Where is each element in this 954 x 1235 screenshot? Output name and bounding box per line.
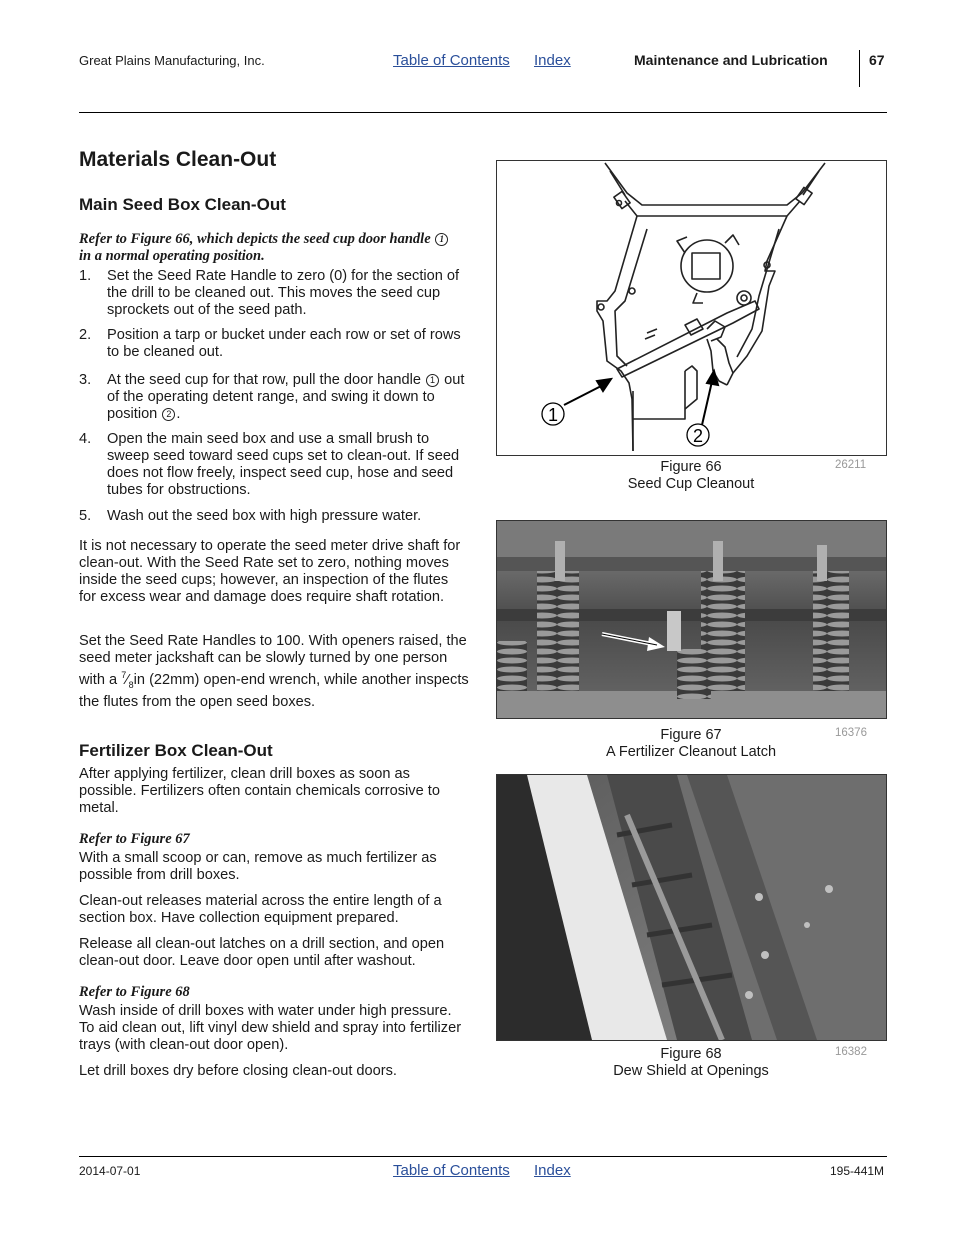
seed-para-1: It is not necessary to operate the seed meter drive shaft for clean-out. With the Seed Rate set to zero, nothing moves inside the seed cups; however, an inspection of the flutes for excess wear and damage does require shaft rotation. [79, 538, 461, 605]
seed-ref-b: in a normal operating position [79, 248, 262, 264]
seed-para-2a: Set the Seed Rate Handles to 100. With openers raised, the seed meter jackshaft can be slowly turned by one person with a [79, 633, 467, 688]
footer-date: 2014-07-01 [79, 1164, 141, 1178]
page-title: Materials Clean-Out [79, 148, 277, 171]
figure-67-label: Figure 67 [660, 727, 722, 743]
fraction-denominator: 8 [128, 679, 134, 690]
callout-1: 1 [435, 233, 448, 246]
figure-66-callout-1: 1 [547, 405, 559, 425]
callout-2: 2 [162, 408, 175, 421]
list-item [79, 508, 469, 525]
step-number: 5. [79, 508, 92, 524]
fert-para-6: Let drill boxes dry before closing clean-out doors. [79, 1063, 397, 1079]
list-item: 3. At the seed cup for that row, pull the door handle 1 out of the operating detent range, and swing it down to position 2 . [79, 372, 465, 422]
figure-67-caption [496, 727, 886, 761]
fert-para-5: Wash inside of drill boxes with water under high pressure. To aid clean out, lift vinyl dew shield and spray into fertilizer trays (with clean-out door open). [79, 1003, 462, 1053]
fertilizer-latch-photo [497, 521, 886, 718]
dew-shield-photo [497, 775, 886, 1040]
fert-para-2: With a small scoop or can, remove as much fertilizer as possible from drill boxes. [79, 850, 437, 883]
footer-doc-number: 195-441M [830, 1164, 885, 1178]
list-item [79, 431, 469, 499]
step-number: 1. [79, 268, 92, 284]
fert-ref-68: Refer to Figure 68 [79, 984, 190, 1000]
fert-para-3: Clean-out releases material across the entire length of a section box. Have collection equipment prepared. [79, 893, 442, 926]
fert-para-1: After applying fertilizer, clean drill boxes as soon as possible. Fertilizers often contain chemicals corrosive to metal. [79, 766, 440, 816]
callout-1: 1 [426, 374, 439, 387]
seed-ref: Refer to Figure 66, which depicts the seed cup door handle 1 in a normal operating position. [79, 231, 469, 265]
footer-rule [79, 1156, 887, 1157]
seed-ref-a: Refer to Figure 66, which depicts the seed cup door handle [79, 231, 431, 247]
step-number: 3. [79, 372, 92, 388]
figure-67-title: A Fertilizer Cleanout Latch [605, 744, 777, 760]
seed-steps [79, 268, 469, 525]
figure-66-label: Figure 66 [660, 459, 722, 475]
figure-68-caption [496, 1046, 886, 1080]
figure-68-image [496, 774, 887, 1041]
figure-66-caption [496, 459, 886, 493]
list-item [79, 327, 469, 361]
figure-68-label: Figure 68 [660, 1046, 722, 1062]
seed-para-2b: in (22mm) open-end wrench, while another inspects the flutes from the open seed boxes. [79, 671, 469, 710]
step-text: Position a tarp or bucket under each row or set of rows to be cleaned out. [107, 327, 461, 360]
seed-para-2: Set the Seed Rate Handles to 100. With openers raised, the seed meter jackshaft can be slowly turned by one person with a $^7⁄_8in$ (22mm) open-end wrench, while another inspects the flutes from the open seed boxes. [79, 633, 469, 710]
step-text: Wash out the seed box with high pressure water. [107, 508, 422, 524]
figure-66-callout-2: 2 [692, 426, 704, 446]
fraction-numerator: 7 [121, 670, 127, 680]
header-rule [79, 112, 887, 113]
header-divider [859, 50, 860, 87]
step-text: At the seed cup for that row, pull the door handle [107, 372, 421, 388]
page-number: 67 [869, 52, 885, 68]
fert-para-4: Release all clean-out latches on a drill section, and open clean-out door. Leave door open until after washout. [79, 936, 445, 969]
footer-toc-link[interactable]: Table of Contents [393, 1162, 510, 1179]
figure-68-title: Dew Shield at Openings [613, 1063, 769, 1079]
figure-66-title: Seed Cup Cleanout [627, 476, 755, 492]
seed-cup-drawing [497, 161, 886, 455]
step-number: 2. [79, 327, 92, 343]
figure-67-number: 16376 [835, 727, 867, 739]
figure-66-image [496, 160, 887, 456]
seed-heading: Main Seed Box Clean-Out [79, 195, 286, 214]
step-text: out of the operating detent range, and swing it down to position [107, 372, 465, 422]
step-text: Open the main seed box and use a small brush to sweep seed toward seed cups set to clean-out. If seed does not flow freely, inspect seed cup, hose and seed tubes for obstructions. [107, 431, 460, 498]
fert-ref-67: Refer to Figure 67 [79, 831, 190, 847]
fert-section [79, 741, 469, 761]
step-text: Set the Seed Rate Handle to zero (0) for the section of the drill to be cleaned out. This moves the seed cup sprockets out of the seed path. [107, 268, 460, 318]
fert-heading: Fertilizer Box Clean-Out [79, 741, 273, 760]
section-title: Maintenance and Lubrication [634, 52, 828, 68]
seed-column [79, 148, 469, 172]
list-item [79, 268, 469, 319]
seed-section [79, 195, 469, 215]
header-index-link[interactable]: Index [534, 52, 571, 69]
figure-67-image [496, 520, 887, 719]
step-number: 4. [79, 431, 92, 447]
footer-index-link[interactable]: Index [534, 1162, 571, 1179]
figure-66-number: 26211 [835, 459, 867, 471]
header-toc-link[interactable]: Table of Contents [393, 52, 510, 69]
company-name: Great Plains Manufacturing, Inc. [79, 53, 265, 68]
figure-68-number: 16382 [835, 1046, 867, 1058]
